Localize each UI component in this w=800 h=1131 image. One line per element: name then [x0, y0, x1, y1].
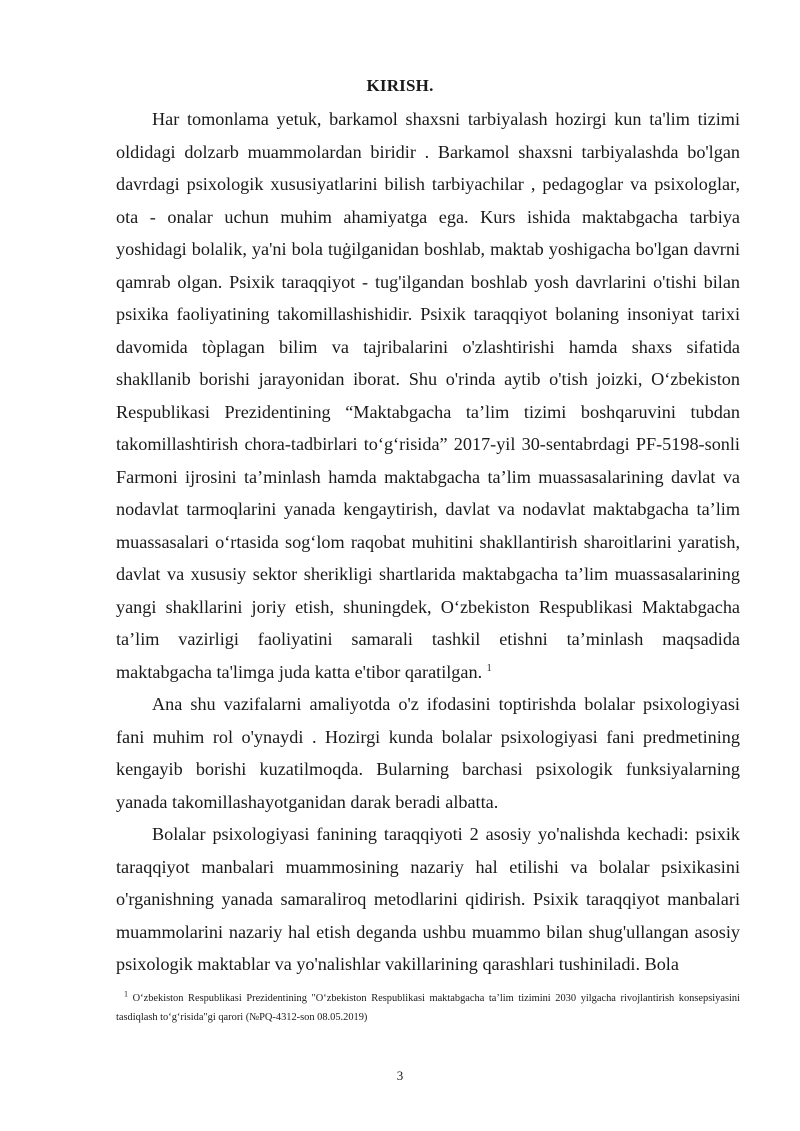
- paragraph-text: Har tomonlama yetuk, barkamol shaxsni tarbiyalash hozirgi kun ta'lim tizimi oldidagi dolzarb muammolardan biridir . Barkamol shaxsni tarbiyalashda bo'lgan davrdagi psixologik xususiyatlarini bilish tarbiyachilar , pedagoglar va psixologlar, ota - onalar uchun muhim ahamiyatga ega. Kurs ishida maktabgacha tarbiya yoshidagi bolalik, ya'ni bola tuġilganidan boshlab, maktab yoshigacha bo'lgan davrni qamrab olgan. Psixik taraqqiyot - tug'ilgandan boshlab yosh davrlarini o'tishi bilan psixika faoliyatining takomillashishidir. Psixik taraqqiyot bolaning insoniyat tarixi davomida tòplagan bilim va tajribalarini o'zlashtirishi hamda shaxs sifatida shakllanib borishi jarayonidan iborat. Shu o'rinda aytib o'tish joizki, O‘zbekiston Respublikasi Prezidentining “Maktabgacha ta’lim tizimi boshqaruvini tubdan takomillashtirish chora-tadbirlari to‘g‘risida” 2017-yil 30-sentabrdagi PF-5198-sonli Farmoni ijrosini ta’minlash hamda maktabgacha ta’lim muassasalarining davlat va nodavlat tarmoqlarini yanada kengaytirish, davlat va nodavlat maktabgacha ta’lim muassasalari o‘rtasida sog‘lom raqobat muhitini shakllantirish sharoitlarini yaratish, davlat va xususiy sektor sherikligi shartlarida maktabgacha ta’lim muassasalarining yangi shakllarini joriy etish, shuningdek, O‘zbekiston Respublikasi Maktabgacha ta’lim vazirligi faoliyatini samarali tashkil etishni ta’minlash maqsadida maktabgacha ta'limga juda katta e'tibor qaratilgan.: [116, 109, 740, 682]
- footnote-number: 1: [124, 989, 128, 999]
- paragraph: [116, 103, 740, 688]
- paragraph: Ana shu vazifalarni amaliyotda o'z ifodasini toptirishda bolalar psixologiyasi fani muhim rol o'ynaydi . Hozirgi kunda bolalar psixologiyasi fani predmetining kengayib borishi kuzatilmoqda. Bularning barchasi psixologik funksiyalarning yanada takomillashayotganidan darak beradi albatta.: [116, 694, 740, 812]
- footnote: [116, 989, 740, 1027]
- footnote-reference: 1: [486, 662, 492, 674]
- paragraph: Bolalar psixologiyasi fanining taraqqiyoti 2 asosiy yo'nalishda kechadi: psixik taraqqiyot manbalari muammosining nazariy hal etilishi va bolalar psixikasini o'rganishning yanada samaraliroq metodlarini qidirish. Psixik taraqqiyot manbalari muammolarini nazariy hal etish deganda ushbu muammo bilan shug'ullangan asosiy psixologik maktablar va yo'nalishlar vakillarining qarashlari tushiniladi. Bola: [116, 824, 740, 974]
- section-heading: KIRISH.: [366, 76, 434, 95]
- body-text: [116, 103, 740, 981]
- footnote-text: O‘zbekiston Respublikasi Prezidentining "O‘zbekiston Respublikasi maktabgacha ta’lim tizimini 2030 yilgacha rivojlantirish konsepsiyasini tasdiqlash to‘g‘risida"gi qarori (№PQ-4312-son 08.05.2019): [116, 993, 740, 1023]
- page-number: 3: [396, 1068, 404, 1083]
